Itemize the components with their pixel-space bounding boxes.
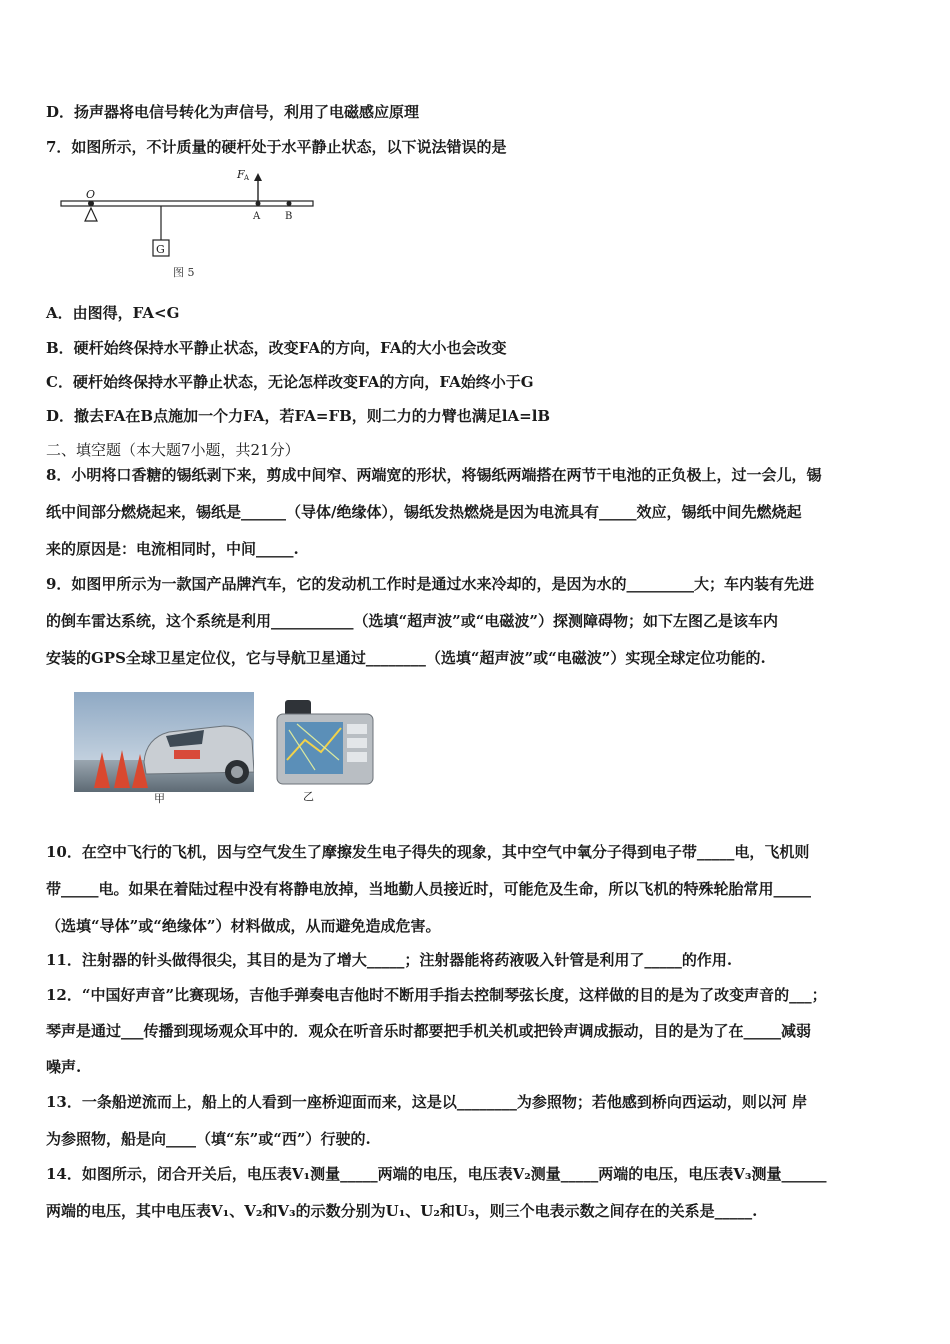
q8-line-3: 来的原因是：电流相同时，中间_____. (46, 540, 299, 558)
q7-option-a: A．由图得，FA<G (46, 304, 180, 322)
force-arrow-head (254, 173, 262, 181)
label-b: B (285, 211, 293, 222)
q7-option-d: D．撤去FA在B点施加一个力FA，若FA=FB，则二力的力臂也满足lA=lB (46, 407, 551, 425)
pivot-support (85, 208, 97, 221)
car-photo-label: 甲 (154, 792, 165, 804)
q11: 11．注射器的针头做得很尖，其目的是为了增大_____；注射器能将药液吸入针管是利用了_____的作用. (46, 951, 733, 969)
q9-line-1: 9．如图甲所示为一款国产品牌汽车，它的发动机工作时是通过水来冷却的，是因为水的_________大；车内装有先进 (46, 575, 814, 593)
point-b (287, 201, 292, 206)
q7-option-c: C．硬杆始终保持水平静止状态，无论怎样改变FA的方向，FA始终小于G (46, 373, 534, 391)
q12-line-1: 12．“中国好声音”比赛现场，吉他手弹奏电吉他时不断用手指去控制琴弦长度，这样做的目的是为了改变声音的___； (46, 986, 827, 1004)
label-fa: F (237, 168, 245, 181)
q14-line-2: 两端的电压，其中电压表V₁、V₂和V₃的示数分别为U₁、U₂和U₃，则三个电表示数之间存在的关系是_____. (46, 1202, 758, 1220)
gps-screen (285, 722, 343, 774)
q10-line-2: 带_____电。如果在着陆过程中没有将静电放掉，当地勤人员接近时，可能危及生命，所以飞机的特殊轮胎常用_____ (46, 880, 812, 898)
q12-line-2: 琴声是通过___传播到现场观众耳中的．观众在听音乐时都要把手机关机或把铃声调成振动，目的是为了在_____减弱 (46, 1022, 812, 1040)
q7-option-b: B．硬杆始终保持水平静止状态，改变FA的方向，FA的大小也会改变 (46, 339, 507, 357)
label-g: G (156, 243, 165, 256)
label-fa-sub: A (244, 174, 250, 182)
lever-figure (55, 165, 325, 285)
lever-rod (61, 201, 313, 206)
car-photo (74, 692, 254, 804)
q10-line-1: 10．在空中飞行的飞机，因与空气发生了摩擦发生电子得失的现象，其中空气中氧分子得到电子带_____电，飞机则 (46, 843, 810, 861)
section-2-heading: 二、填空题（本大题7小题，共21分） (46, 441, 300, 459)
pivot-point (88, 201, 94, 207)
q8-line-2: 纸中间部分燃烧起来，锡纸是______（导体/绝缘体），锡纸发热燃烧是因为电流具有_____效应，锡纸中间先燃烧起 (46, 503, 802, 521)
q13-line-2: 为参照物，船是向____（填“东”或“西”）行驶的. (46, 1130, 371, 1148)
gps-photo-label: 乙 (303, 790, 314, 803)
q9-line-3: 安装的GPS全球卫星定位仪，它与导航卫星通过________（选填“超声波”或“电磁波”）实现全球定位功能的. (46, 649, 766, 667)
q8-line-1: 8．小明将口香糖的锡纸剥下来，剪成中间窄、两端宽的形状，将锡纸两端搭在两节干电池的正负极上，过一会儿，锡 (46, 466, 822, 484)
q12-line-3: 噪声. (46, 1058, 82, 1076)
figure-caption: 图 5 (173, 266, 195, 279)
label-a: A (253, 211, 261, 222)
q7-stem: 7．如图所示，不计质量的硬杆处于水平静止状态，以下说法错误的是 (46, 138, 507, 156)
q10-line-3: （选填“导体”或“绝缘体”）材料做成，从而避免造成危害。 (46, 917, 441, 935)
label-o: O (86, 188, 96, 201)
gps-photo (275, 700, 375, 804)
car-taillight (174, 750, 200, 759)
q9-line-2: 的倒车雷达系统，这个系统是利用___________（选填“超声波”或“电磁波”）探测障碍物；如下左图乙是该车内 (46, 612, 779, 630)
q13-line-1: 13．一条船逆流而上，船上的人看到一座桥迎面而来，这是以________为参照物；若他感到桥向西运动，则以河 岸 (46, 1093, 808, 1111)
q6-option-d: D．扬声器将电信号转化为声信号，利用了电磁感应原理 (46, 103, 420, 121)
q14-line-1: 14．如图所示，闭合开关后，电压表V₁测量_____两端的电压，电压表V₂测量_____两端的电压，电压表V₃测量______ (46, 1165, 827, 1183)
